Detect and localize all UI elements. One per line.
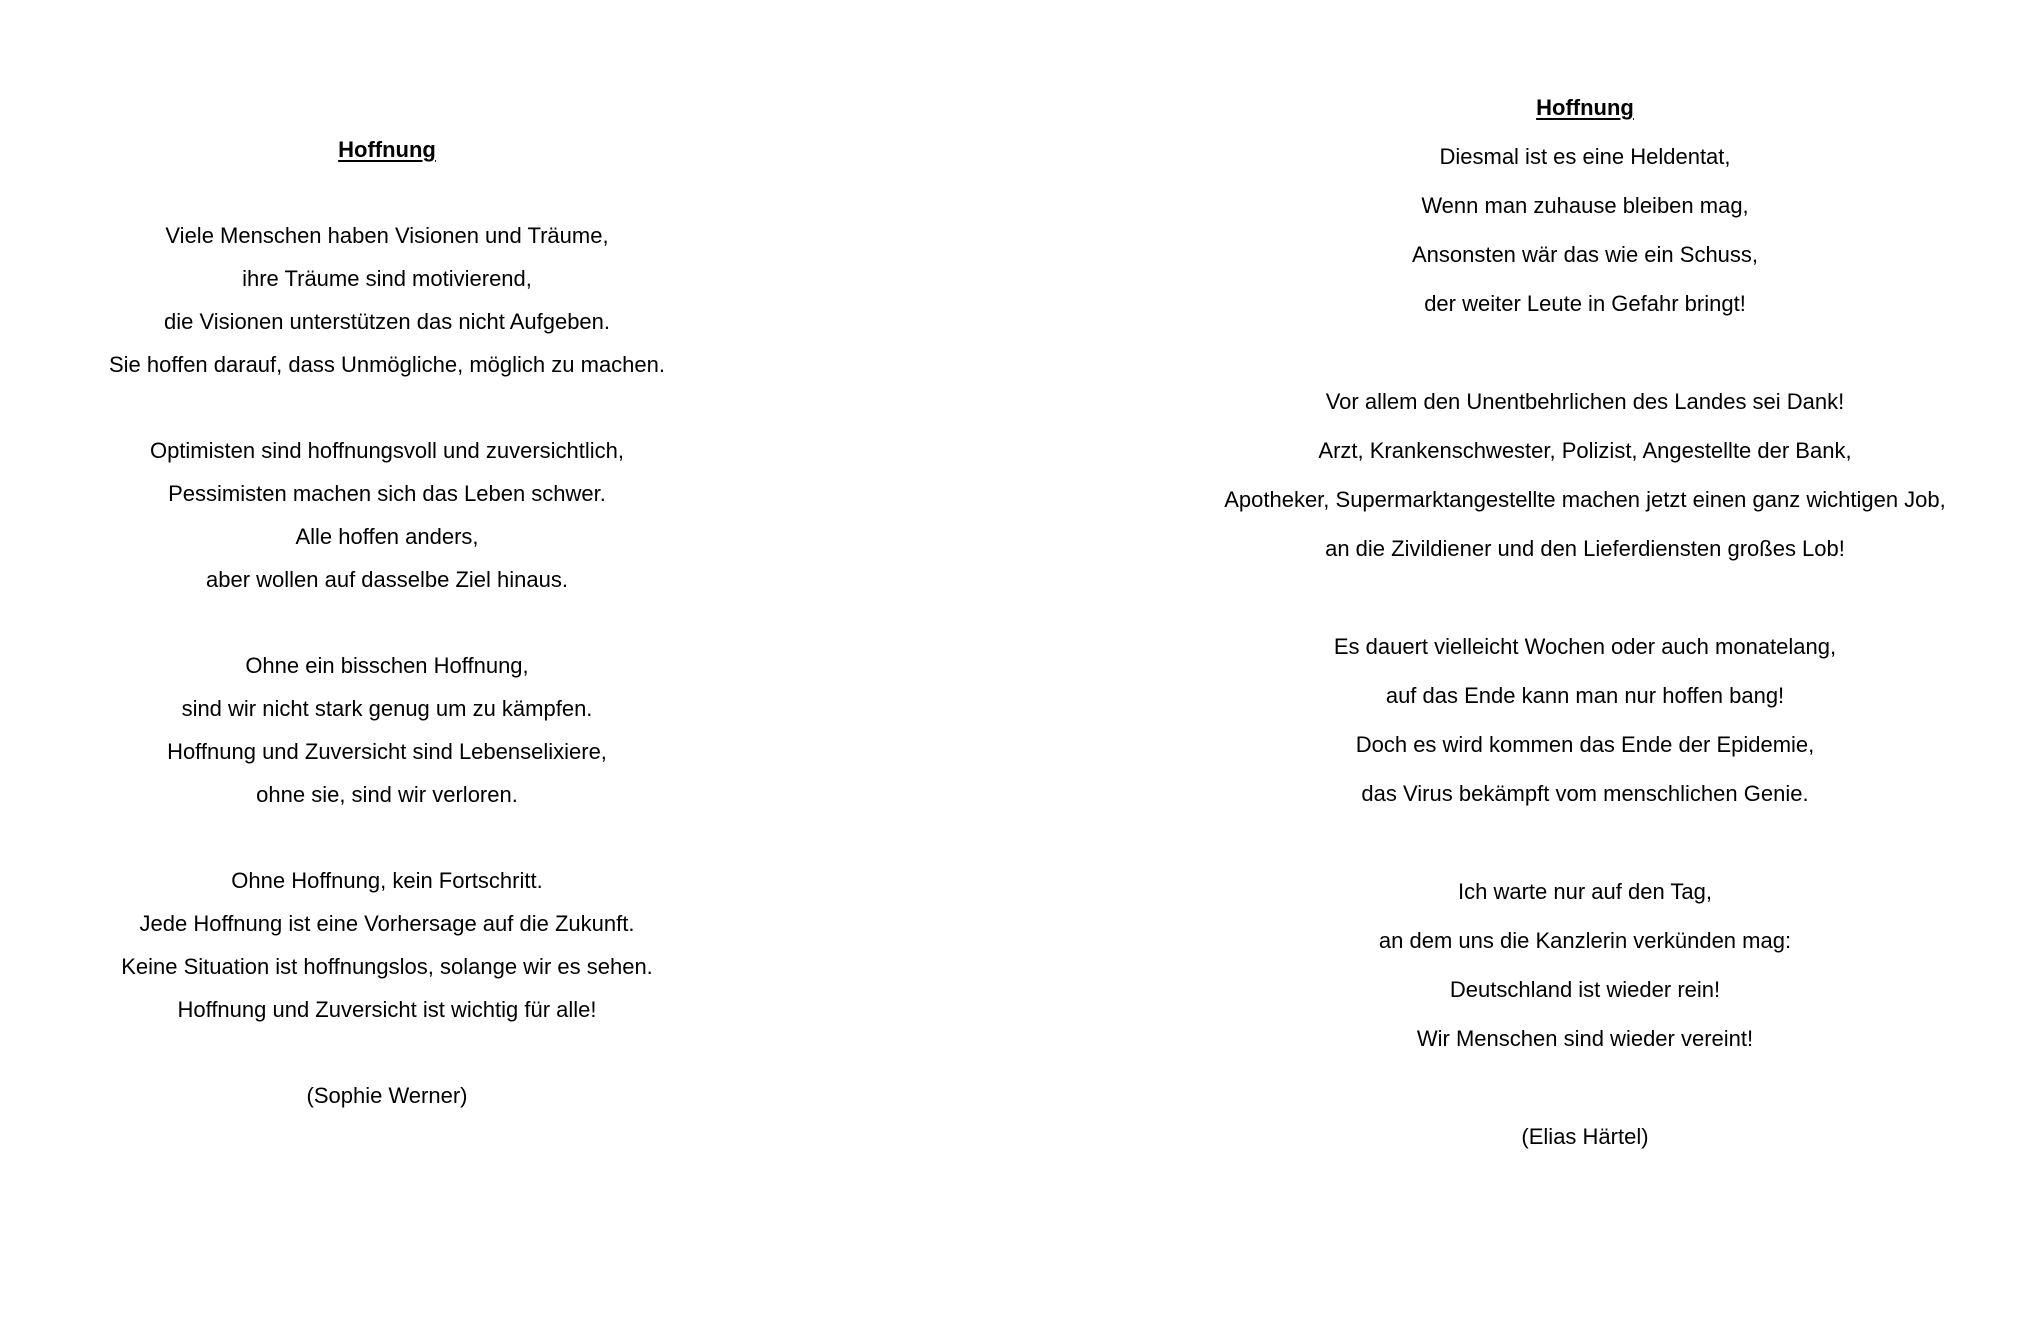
poem-line: Ohne ein bisschen Hoffnung, xyxy=(245,653,529,678)
poem-line: aber wollen auf dasselbe Ziel hinaus. xyxy=(205,567,568,592)
poem-line: Hoffnung und Zuversicht sind Lebenselixiere, xyxy=(167,739,607,764)
poem-body xyxy=(87,214,687,1031)
poem-stanza xyxy=(87,644,687,816)
poem-author: (Sophie Werner) xyxy=(306,1083,468,1108)
poem-stanza xyxy=(87,859,687,1031)
poem-stanza xyxy=(87,214,687,386)
poem-author: (Elias Härtel) xyxy=(1521,1124,1649,1149)
poem-line: an die Zivildiener und den Lieferdiensten großes Lob! xyxy=(1325,536,1845,561)
poem-line: Doch es wird kommen das Ende der Epidemie, xyxy=(1355,732,1815,757)
poem-line: Wir Menschen sind wieder vereint! xyxy=(1416,1026,1754,1051)
poem-line: Ich warte nur auf den Tag, xyxy=(1458,879,1712,904)
poem-line: Ansonsten wär das wie ein Schuss, xyxy=(1411,242,1759,267)
poem-line: Alle hoffen anders, xyxy=(295,524,479,549)
poem-line: Wenn man zuhause bleiben mag, xyxy=(1421,193,1749,218)
poem-line: Deutschland ist wieder rein! xyxy=(1449,977,1721,1002)
poem-line: Diesmal ist es eine Heldentat, xyxy=(1439,144,1731,169)
poem-line: Viele Menschen haben Visionen und Träume, xyxy=(165,223,609,248)
poem-title: Hoffnung xyxy=(338,137,436,162)
poem-line: auf das Ende kann man nur hoffen bang! xyxy=(1385,683,1785,708)
poem-stanza xyxy=(1165,377,2005,573)
poem-line: ohne sie, sind wir verloren. xyxy=(256,782,518,807)
poem-line: Keine Situation ist hoffnungslos, solange wir es sehen. xyxy=(121,954,653,979)
poem-line: der weiter Leute in Gefahr bringt! xyxy=(1424,291,1746,316)
poem-stanza xyxy=(87,429,687,601)
poem-line: an dem uns die Kanzlerin verkünden mag: xyxy=(1378,928,1792,953)
poem-line: Vor allem den Unentbehrlichen des Landes sei Dank! xyxy=(1325,389,1845,414)
poem-line: Optimisten sind hoffnungsvoll und zuversichtlich, xyxy=(149,438,625,463)
poem-line: Arzt, Krankenschwester, Polizist, Angestellte der Bank, xyxy=(1318,438,1852,463)
poem-column-left xyxy=(87,128,687,1117)
poem-line: Hoffnung und Zuversicht ist wichtig für alle! xyxy=(177,997,597,1022)
poem-column-right xyxy=(1165,83,2005,1161)
poem-stanza xyxy=(1165,867,2005,1063)
poem-line: Apotheker, Supermarktangestellte machen jetzt einen ganz wichtigen Job, xyxy=(1224,487,1946,512)
poem-line: Jede Hoffnung ist eine Vorhersage auf die Zukunft. xyxy=(139,911,635,936)
poem-line: Pessimisten machen sich das Leben schwer. xyxy=(168,481,606,506)
poem-stanza xyxy=(1165,622,2005,818)
poem-line: ihre Träume sind motivierend, xyxy=(242,266,532,291)
poem-line: Sie hoffen darauf, dass Unmögliche, möglich zu machen. xyxy=(108,352,665,377)
poem-line: Es dauert vielleicht Wochen oder auch monatelang, xyxy=(1333,634,1837,659)
poem-title: Hoffnung xyxy=(1536,95,1634,120)
poem-body xyxy=(1165,132,2005,1063)
poem-line: die Visionen unterstützen das nicht Aufgeben. xyxy=(163,309,611,334)
poem-line: das Virus bekämpft vom menschlichen Genie. xyxy=(1361,781,1809,806)
poem-stanza xyxy=(1165,132,2005,328)
poem-line: sind wir nicht stark genug um zu kämpfen. xyxy=(181,696,593,721)
poem-line: Ohne Hoffnung, kein Fortschritt. xyxy=(231,868,543,893)
